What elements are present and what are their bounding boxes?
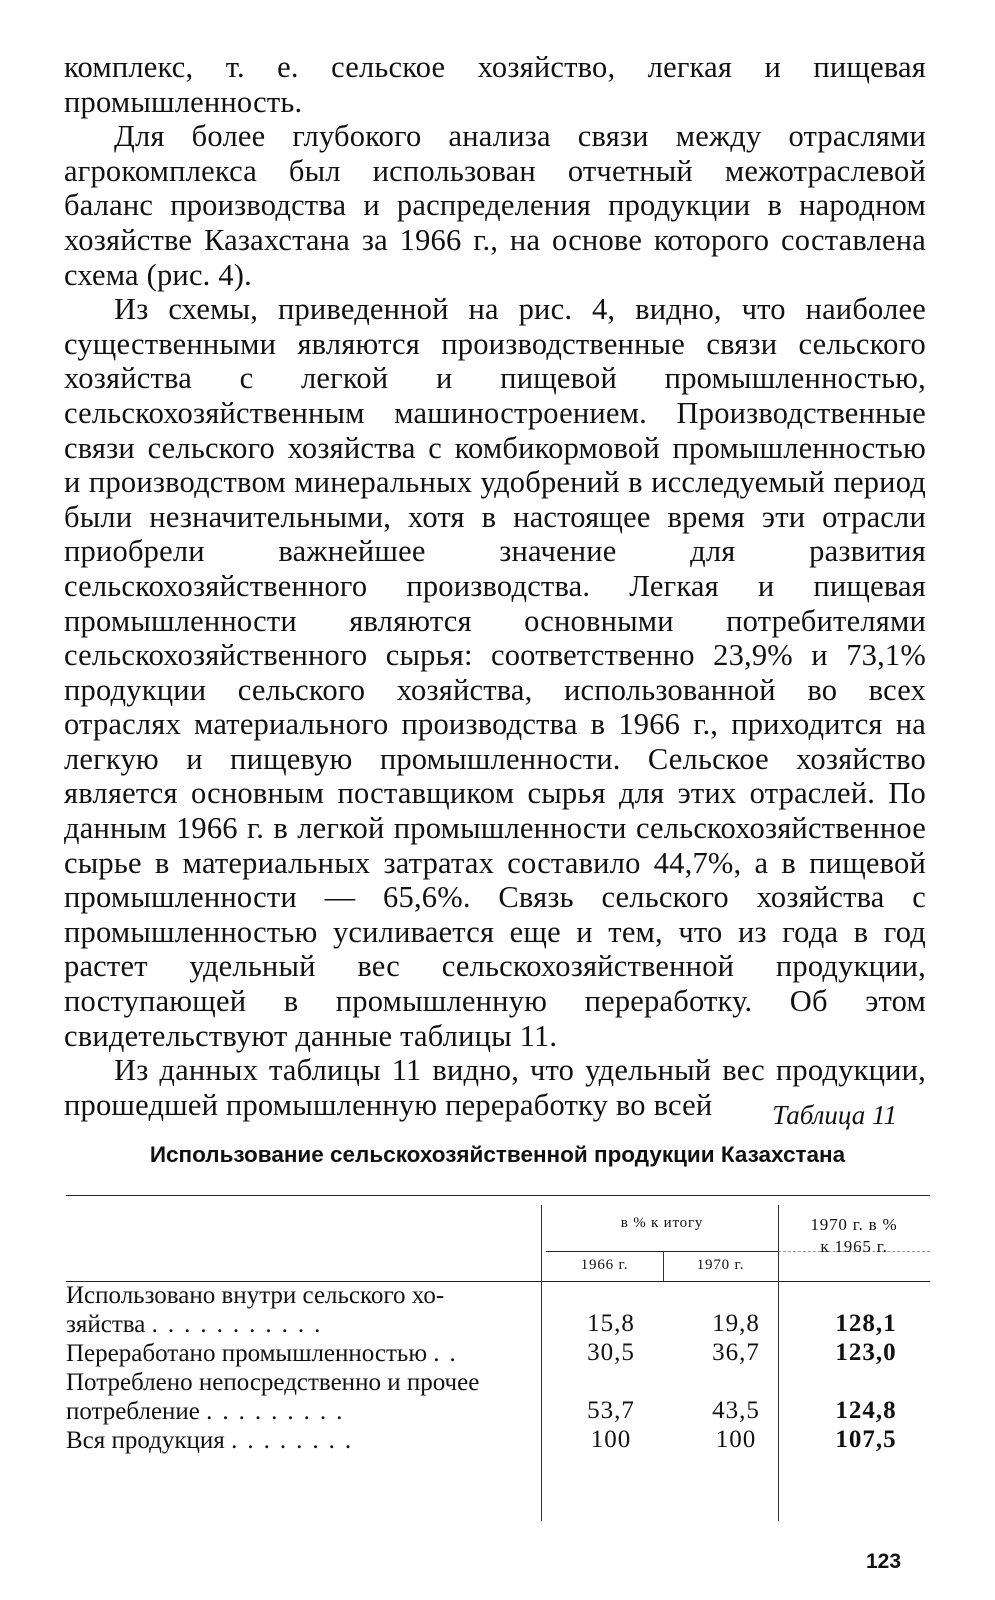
table-cell: 100 (715, 1426, 757, 1453)
paragraph: Из данных таблицы 11 видно, что удельный вес продукции, прошедшей промышленную переработку во всей (64, 1053, 926, 1122)
header-ratio: 1970 г. в % (810, 1215, 898, 1234)
table-cell: 100 (590, 1426, 632, 1453)
table-title: Использование сельскохозяйственной продукции Казахстана (149, 1142, 846, 1167)
table-cell: 43,5 (712, 1397, 760, 1424)
table-cell: 36,7 (712, 1339, 760, 1366)
table-number: Таблица 11 (772, 1100, 897, 1130)
table-top-rule (66, 1195, 930, 1196)
column-divider (541, 1205, 542, 1521)
paragraph: Из схемы, приведенной на рис. 4, видно, что наиболее существенными являются производственные связи сельского хозяйства с легкой и пищевой промышленностью, сельскохозяйственным машиностроением. Производственные связи сельского хозяйства с комбикормовой промышленностью и производством минеральных удобрений в исследуемый период были незначительными, хотя в настоящее время эти отрасли приобрели важнейшее значение для развития сельскохозяйственного производства. Легкая и пищевая промышленности являются основными потребителями сельскохозяйственного сырья: соответственно 23,9% и 73,1% продукции сельского хозяйства, использованной во всех отраслях материального производства в 1966 г., приходится на легкую и пищевую промышленности. Сельское хозяйство является основным поставщиком сырья для этих отраслей. По данным 1966 г. в легкой промышленности сельскохозяйственное сырье в материальных затратах составило 44,7%, а в пищевой промышленности — 65,6%. Связь сельского хозяйства с промышленностью усиливается еще и тем, что из года в год растет удельный вес сельскохозяйственной продукции, поступающей в промышленную переработку. Об этом свидетельствуют данные таблицы 11. (64, 292, 926, 1053)
page-number: 123 (866, 1550, 902, 1573)
table-cell: 19,8 (712, 1310, 760, 1337)
table-cell: 123,0 (835, 1339, 897, 1366)
table-cell: 53,7 (587, 1397, 635, 1424)
header-group: в % к итогу (620, 1215, 704, 1231)
table-row-label: Использовано внутри сельского хо- зяйства ........... (66, 1282, 445, 1338)
table-row-label: Потреблено непосредственно и прочее потребление ......... (66, 1369, 480, 1425)
table-row-label: Вся продукция ........ (66, 1427, 362, 1454)
table-cell: 128,1 (835, 1310, 897, 1337)
table-cell: 30,5 (587, 1339, 635, 1366)
table-cell: 124,8 (835, 1397, 897, 1424)
table-cell: 15,8 (587, 1310, 635, 1337)
body-text (64, 50, 926, 1122)
header-1970: 1970 г. (696, 1257, 745, 1273)
paragraph: комплекс, т. е. сельское хозяйство, легкая и пищевая промышленность. (64, 50, 926, 119)
header-ratio: к 1965 г. (820, 1237, 888, 1256)
header-subrule (546, 1251, 778, 1252)
data-table (66, 1195, 930, 1525)
table-row-label: Переработано промышленностью .. (66, 1340, 466, 1367)
paragraph: Для более глубокого анализа связи между отраслями агрокомплекса был использован отчетный межотраслевой баланс производства и распределения продукции в народном хозяйстве Казахстана за 1966 г., на основе которого составлена схема (рис. 4). (64, 119, 926, 292)
table-cell: 107,5 (835, 1426, 897, 1453)
header-1966: 1966 г. (580, 1257, 629, 1273)
